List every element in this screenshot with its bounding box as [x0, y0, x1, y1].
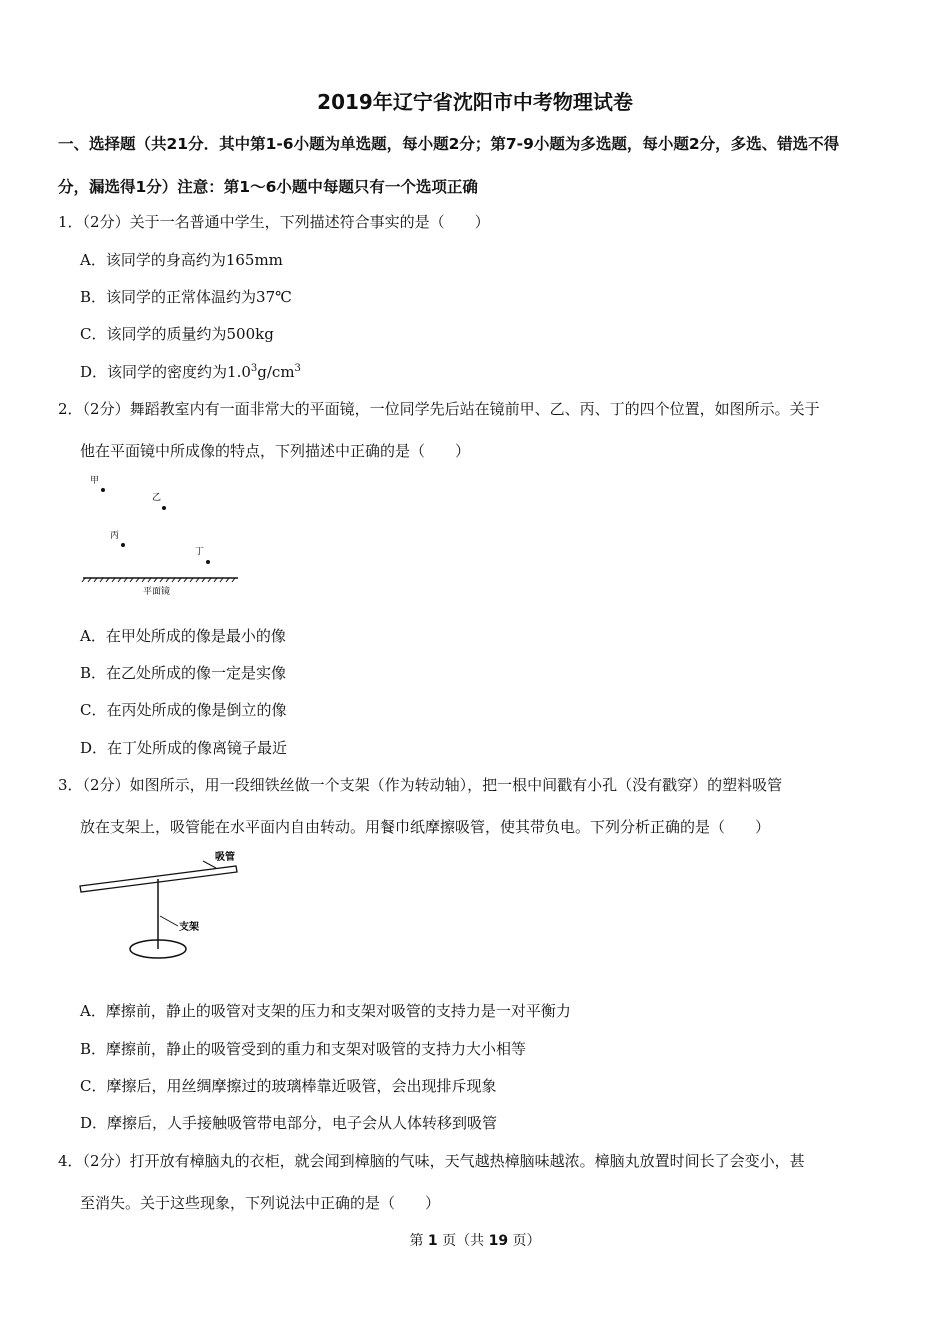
point-jia	[101, 488, 105, 492]
straw-label: 吸管	[215, 852, 235, 863]
question-3-option-a: A．摩擦前，静止的吸管对支架的压力和支架对吸管的支持力是一对平衡力	[80, 1002, 571, 1020]
footer-post: 页）	[512, 1233, 541, 1249]
question-2-option-c: C．在丙处所成的像是倒立的像	[80, 701, 287, 719]
question-3-option-c: C．摩擦后，用丝绸摩擦过的玻璃棒靠近吸管，会出现排斥现象	[80, 1077, 497, 1095]
footer-total-pages: 19	[488, 1233, 509, 1249]
mirror-figure	[80, 470, 250, 600]
question-2-option-d: D．在丁处所成的像离镜子最近	[80, 739, 288, 757]
point-ding	[206, 560, 210, 564]
question-2-option-b: B．在乙处所成的像一定是实像	[80, 664, 287, 682]
label-ding: 丁	[195, 547, 205, 557]
question-3-option-b: B．摩擦前，静止的吸管受到的重力和支架对吸管的支持力大小相等	[80, 1040, 527, 1058]
question-1-option-a: A．该同学的身高约为165mm	[80, 251, 283, 269]
option-d-unit: g/cm	[257, 363, 295, 381]
page-title: 2019年辽宁省沈阳市中考物理试卷	[317, 90, 633, 114]
option-d-sup: 3	[250, 363, 258, 374]
point-yi	[162, 506, 166, 510]
question-1-stem: 1．（2分）关于一名普通中学生，下列描述符合事实的是（ ）	[58, 213, 490, 231]
question-1-option-b: B．该同学的正常体温约为37℃	[80, 288, 292, 306]
option-d-sup2: 3	[294, 363, 301, 374]
question-1-option-d	[80, 361, 301, 382]
stand-pointer	[160, 916, 178, 926]
question-2-option-a: A．在甲处所成的像是最小的像	[80, 627, 286, 645]
question-4-stem-line1: 4．（2分）打开放有樟脑丸的衣柜，就会闻到樟脑的气味，天气越热樟脑味越浓。樟脑丸放置时间长了会变小，甚	[58, 1152, 805, 1170]
question-1-option-c: C．该同学的质量约为500kg	[80, 325, 274, 343]
stand-label: 支架	[179, 922, 199, 933]
page-footer	[0, 1230, 950, 1250]
question-3-option-d: D．摩擦后，人手接触吸管带电部分，电子会从人体转移到吸管	[80, 1114, 498, 1132]
point-bing	[121, 543, 125, 547]
straw-figure	[78, 846, 248, 964]
question-3-stem-line2: 放在支架上，吸管能在水平面内自由转动。用餐巾纸摩擦吸管，使其带负电。下列分析正确的是（ ）	[80, 818, 771, 836]
question-2-stem-line1: 2．（2分）舞蹈教室内有一面非常大的平面镜，一位同学先后站在镜前甲、乙、丙、丁的四个位置，如图所示。关于	[58, 400, 820, 418]
label-yi: 乙	[152, 493, 162, 503]
footer-pre: 第	[409, 1233, 424, 1249]
question-4-stem-line2: 至消失。关于这些现象，下列说法中正确的是（ ）	[80, 1194, 441, 1212]
footer-mid: 页（共	[442, 1233, 485, 1249]
section-heading-line1: 一、选择题（共21分．其中第1-6小题为单选题，每小题2分；第7-9小题为多选题，每小题2分，多选、错选不得	[58, 135, 840, 153]
footer-page-number: 1	[427, 1233, 438, 1249]
question-2-stem-line2: 他在平面镜中所成像的特点，下列描述中正确的是（ ）	[80, 442, 471, 460]
question-3-stem-line1: 3．（2分）如图所示，用一段细铁丝做一个支架（作为转动轴），把一根中间戳有小孔（没有戳穿）的塑料吸管	[58, 776, 783, 794]
option-d-text: D．该同学的密度约为1.0	[80, 363, 251, 381]
label-jia: 甲	[90, 476, 100, 486]
mirror-label: 平面镜	[143, 587, 171, 597]
label-bing: 丙	[110, 531, 120, 541]
section-heading-line2: 分，漏选得1分）注意：第1～6小题中每题只有一个选项正确	[58, 178, 478, 196]
